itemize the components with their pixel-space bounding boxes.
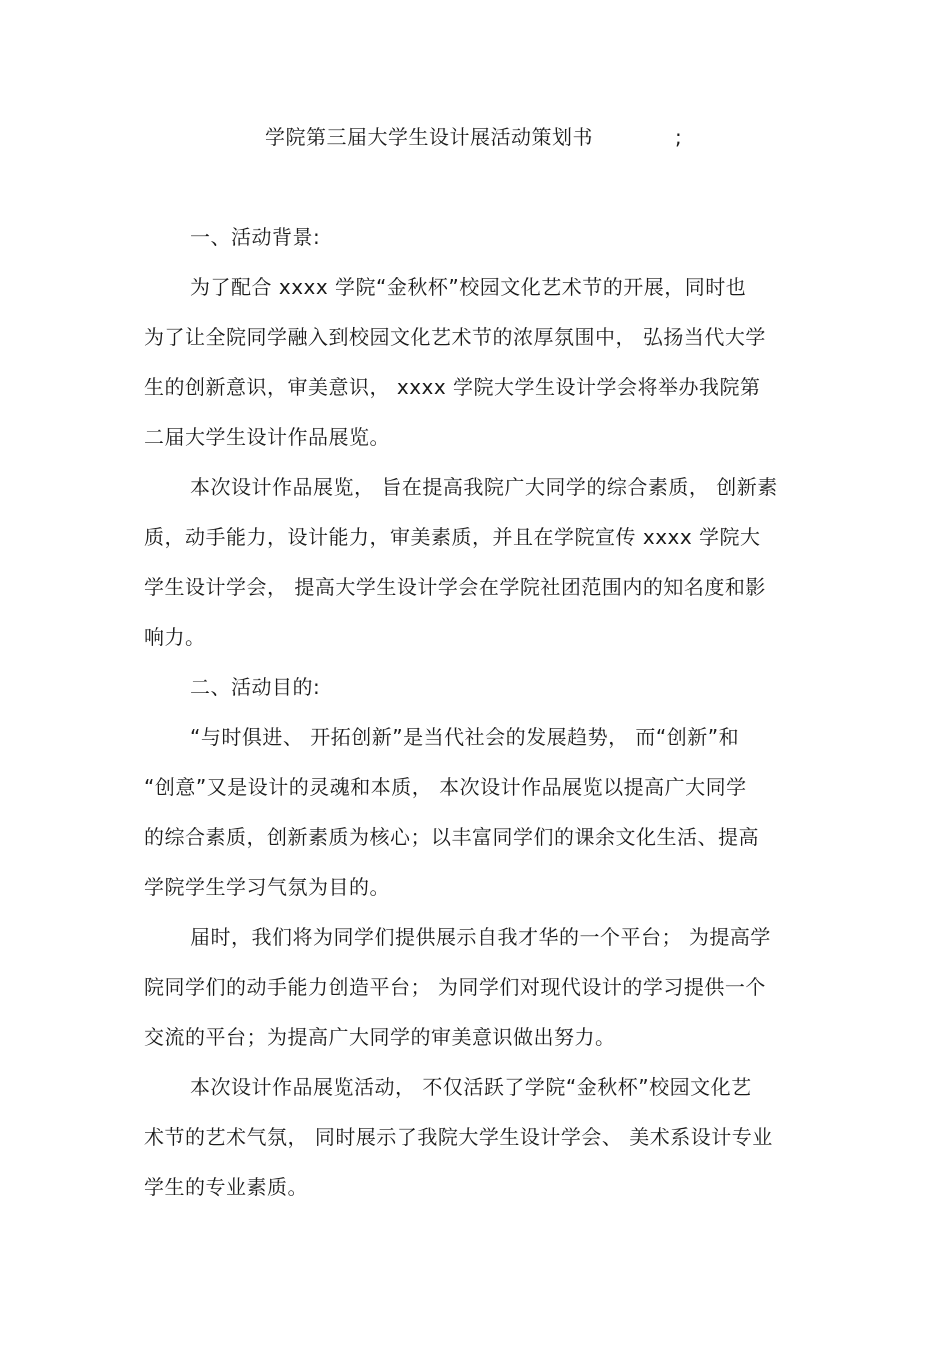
paragraph-line: “创意”又是设计的灵魂和本质， 本次设计作品展览以提高广大同学 (144, 775, 747, 799)
paragraph-line: 本次设计作品展览活动， 不仅活跃了学院“金秋杯”校园文化艺 (190, 1075, 752, 1099)
section-heading-purpose: 二、活动目的: (190, 675, 321, 699)
paragraph-line: 为了让全院同学融入到校园文化艺术节的浓厚氛围中， 弘扬当代大学 (144, 325, 766, 349)
paragraph-line: 为了配合 xxxx 学院“金秋杯”校园文化艺术节的开展，同时也 (190, 275, 747, 299)
paragraph-line: 本次设计作品展览， 旨在提高我院广大同学的综合素质， 创新素 (190, 475, 778, 499)
paragraph-line: 生的创新意识，审美意识， xxxx 学院大学生设计学会将举办我院第 (144, 375, 761, 399)
paragraph-line: 响力。 (144, 625, 206, 649)
paragraph-line: 学院学生学习气氛为目的。 (144, 875, 390, 899)
paragraph-line: 学生设计学会， 提高大学生设计学会在学院社团范围内的知名度和影 (144, 575, 766, 599)
paragraph-line: 届时，我们将为同学们提供展示自我才华的一个平台； 为提高学 (190, 925, 771, 949)
paragraph-line: 院同学们的动手能力创造平台； 为同学们对现代设计的学习提供一个 (144, 975, 766, 999)
section-heading-background: 一、活动背景: (190, 225, 321, 249)
paragraph-line: 交流的平台；为提高广大同学的审美意识做出努力。 (144, 1025, 616, 1049)
paragraph-line: 学生的专业素质。 (144, 1175, 308, 1199)
paragraph-line: 二届大学生设计作品展览。 (144, 425, 390, 449)
document-title: 学院第三届大学生设计展活动策划书 (265, 125, 593, 149)
paragraph-line: 质，动手能力，设计能力，审美素质，并且在学院宣传 xxxx 学院大 (144, 525, 761, 549)
paragraph-line: 术节的艺术气氛， 同时展示了我院大学生设计学会、 美术系设计专业 (144, 1125, 773, 1149)
title-semicolon: ; (675, 125, 682, 149)
paragraph-line: 的综合素质，创新素质为核心；以丰富同学们的课余文化生活、提高 (144, 825, 759, 849)
paragraph-line: “与时俱进、 开拓创新”是当代社会的发展趋势， 而“创新”和 (190, 725, 740, 749)
